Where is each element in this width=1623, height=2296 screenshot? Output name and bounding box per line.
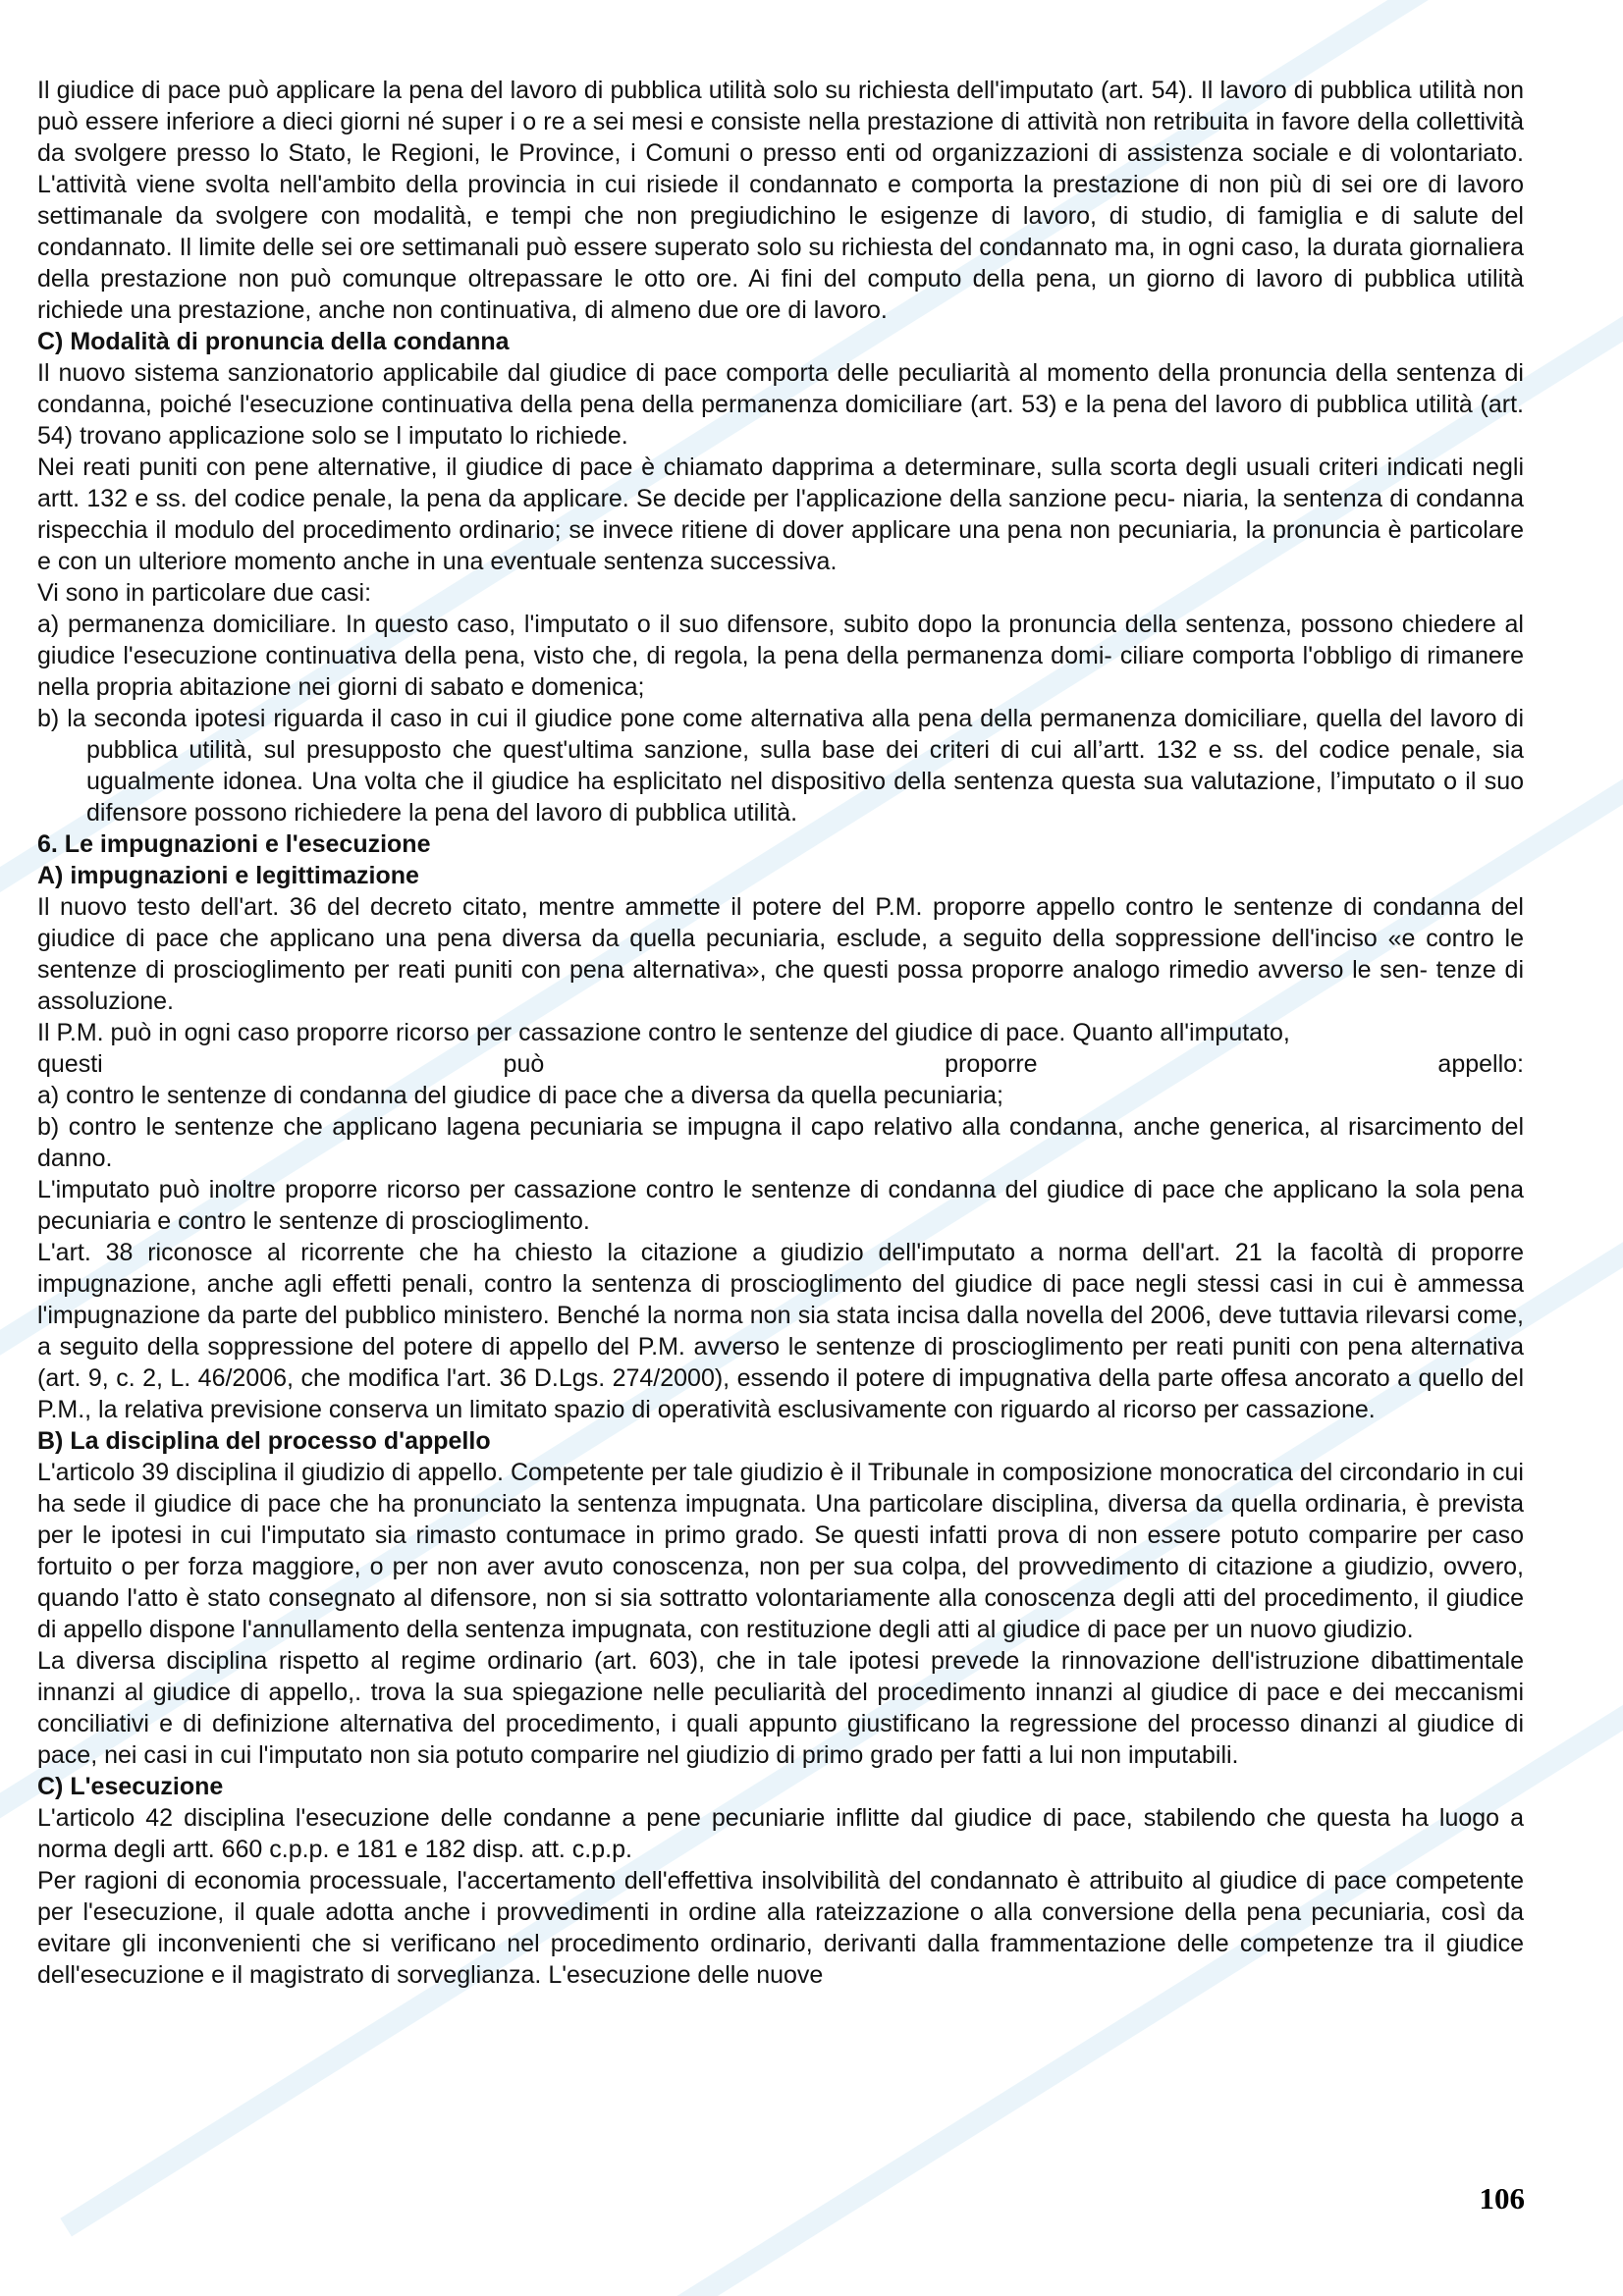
paragraph: La diversa disciplina rispetto al regime ordinario (art. 603), che in tale ipotesi prevede la rinnovazione dell'istruzione dibattimentale innanzi al giudice di appello,. trova la sua spiegazione nelle peculiarità del procedimento innanzi al giudice di pace e dei meccanismi conciliativi e di definizione alternativa del procedimento, i quali appunto giustificano la regressione del processo dinanzi al giudice di pace, nei casi in cui l'imputato non sia potuto comparire nel giudizio di primo grado per fatti a lui non imputabili. (37, 1647, 1524, 1769)
word: può (503, 1050, 545, 1078)
paragraph: a) permanenza domiciliare. In questo caso, l'imputato o il suo difensore, subito dopo la pronuncia della sentenza, possono chiedere al giudice l'esecuzione continuativa della pena, visto che, di regola, la pena della permanenza domi- ciliare comporta l'obbligo di rimanere nella propria abitazione nei giorni di sabato e domenica; (37, 611, 1524, 701)
section-heading: C) L'esecuzione (37, 1773, 224, 1800)
section-heading: C) Modalità di pronuncia della condanna (37, 328, 510, 355)
word: proporre (945, 1050, 1038, 1078)
paragraph: Per ragioni di economia processuale, l'accertamento dell'effettiva insolvibilità del condannato è attribuito al giudice di pace competente per l'esecuzione, il quale adotta anche i provvedimenti in ordine alla rateizzazione o alla conversione della pena pecuniaria, così da evitare gli inconvenienti che si verificano nel procedimento ordinario, derivanti dalla frammentazione delle competenze tra il giudice dell'esecuzione e il magistrato di sorveglianza. L'esecuzione delle nuove (37, 1867, 1524, 1989)
paragraph: L'imputato può inoltre proporre ricorso per cassazione contro le sentenze di condanna del giudice di pace che applicano la sola pena pecuniaria e contro le sentenze di proscioglimento. (37, 1176, 1524, 1235)
paragraph: a) contro le sentenze di condanna del giudice di pace che a diversa da quella pecuniaria; (37, 1082, 1003, 1109)
paragraph: Vi sono in particolare due casi: (37, 579, 372, 607)
paragraph: Il nuovo sistema sanzionatorio applicabile dal giudice di pace comporta delle peculiarità al momento della pronuncia della sentenza di condanna, poiché l'esecuzione continuativa della pena della permanenza domiciliare (art. 53) e la pena del lavoro di pubblica utilità (art. 54) trovano applicazione solo se l imputato lo richiede. (37, 359, 1524, 450)
paragraph: Nei reati puniti con pene alternative, il giudice di pace è chiamato dapprima a determinare, sulla scorta degli usuali criteri indicati negli artt. 132 e ss. del codice penale, la pena da applicare. Se decide per l'applicazione della sanzione pecu- niaria, la sentenza di condanna rispecchia il modulo del procedimento ordinario; se invece ritiene di dover applicare una pena non pecuniaria, la pronuncia è particolare e con un ulteriore momento anche in una eventuale sentenza successiva. (37, 454, 1524, 575)
paragraph: Il giudice di pace può applicare la pena del lavoro di pubblica utilità solo su richiesta dell'imputato (art. 54). Il lavoro di pubblica utilità non può essere inferiore a dieci giorni né super i o re a sei mesi e consiste nella prestazione di attività non retribuita in favore della collettività da svolgere presso lo Stato, le Regioni, le Province, i Comuni o presso enti od organizzazioni di assistenza sociale e di volontariato. L'attività viene svolta nell'ambito della provincia in cui risiede il condannato e comporta la prestazione di non più di sei ore di lavoro settimanale da svolgere con modalità, e tempi che non pregiudichino le esigenze di lavoro, di studio, di famiglia e di salute del condannato. Il limite delle sei ore settimanali può essere superato solo su richiesta del condannato ma, in ogni caso, la durata giornaliera della prestazione non può comunque oltrepassare le otto ore. Ai fini del computo della pena, un giorno di lavoro di pubblica utilità richiede una prestazione, anche non continuativa, di almeno due ore di lavoro. (37, 77, 1524, 324)
page-number: 106 (1479, 2181, 1525, 2216)
word: appello: (1437, 1050, 1524, 1078)
section-heading: A) impugnazioni e legittimazione (37, 862, 419, 889)
section-heading: B) La disciplina del processo d'appello (37, 1427, 491, 1455)
section-heading: 6. Le impugnazioni e l'esecuzione (37, 830, 431, 858)
paragraph: b) la seconda ipotesi riguarda il caso in cui il giudice pone come alternativa alla pena della permanenza domiciliare, quella del lavoro di pubblica utilità, sul presupposto che quest'ultima sanzione, sulla base dei criteri di cui all’artt. 132 e ss. del codice penale, sia ugualmente idonea. Una volta che il giudice ha esplicitato nel dispositivo della sentenza questa sua valutazione, l’imputato o il suo difensore possono richiedere la pena del lavoro di pubblica utilità. (37, 705, 1524, 827)
paragraph: Il nuovo testo dell'art. 36 del decreto citato, mentre ammette il potere del P.M. proporre appello contro le sentenze di condanna del giudice di pace che applicano una pena diversa da quella pecuniaria, esclude, a seguito della soppressione dell'inciso «e contro le sentenze di proscioglimento per reati puniti con pena alternativa», che questi possa proporre analogo rimedio avverso le sen- tenze di assoluzione. (37, 893, 1524, 1015)
paragraph: L'articolo 42 disciplina l'esecuzione delle condanne a pene pecuniarie inflitte dal giudice di pace, stabilendo che questa ha luogo a norma degli artt. 660 c.p.p. e 181 e 182 disp. att. c.p.p. (37, 1804, 1524, 1863)
document-body (37, 75, 1524, 1991)
paragraph: Il P.M. può in ogni caso proporre ricorso per cassazione contro le sentenze del giudice di pace. Quanto all'imputato, (37, 1019, 1290, 1046)
paragraph: b) contro le sentenze che applicano lagena pecuniaria se impugna il capo relativo alla condanna, anche generica, al risarcimento del danno. (37, 1113, 1524, 1172)
paragraph-justified-line (37, 1048, 1524, 1080)
paragraph: L'art. 38 riconosce al ricorrente che ha chiesto la citazione a giudizio dell'imputato a norma dell'art. 21 la facoltà di proporre impugnazione, anche agli effetti penali, contro la sentenza di proscioglimento del giudice di pace negli stessi casi in cui è ammessa l'impugnazione da parte del pubblico ministero. Benché la norma non sia stata incisa dalla novella del 2006, deve tuttavia rilevarsi come, a seguito della soppressione del potere di appello del P.M. avverso le sentenze di proscioglimento per reati puniti con pena alternativa (art. 9, c. 2, L. 46/2006, che modifica l'art. 36 D.Lgs. 274/2000), essendo il potere di impugnativa della parte offesa ancorato a quello del P.M., la relativa previsione conserva un limitato spazio di operatività esclusivamente con riguardo al ricorso per cassazione. (37, 1239, 1524, 1423)
word: questi (37, 1050, 103, 1078)
paragraph: L'articolo 39 disciplina il giudizio di appello. Competente per tale giudizio è il Tribunale in composizione monocratica del circondario in cui ha sede il giudice di pace che ha pronunciato la sentenza impugnata. Una particolare disciplina, diversa da quella ordinaria, è prevista per le ipotesi in cui l'imputato sia rimasto contumace in primo grado. Se questi infatti prova di non essere potuto comparire per caso fortuito o per forza maggiore, o per non aver avuto conoscenza, non per sua colpa, del provvedimento di citazione a giudizio, ovvero, quando l'atto è stato consegnato al difensore, non si sia sottratto volontariamente alla conoscenza degli atti del procedimento, il giudice di appello dispone l'annullamento della sentenza impugnata, con restituzione degli atti al giudice di pace per un nuovo giudizio. (37, 1459, 1524, 1643)
